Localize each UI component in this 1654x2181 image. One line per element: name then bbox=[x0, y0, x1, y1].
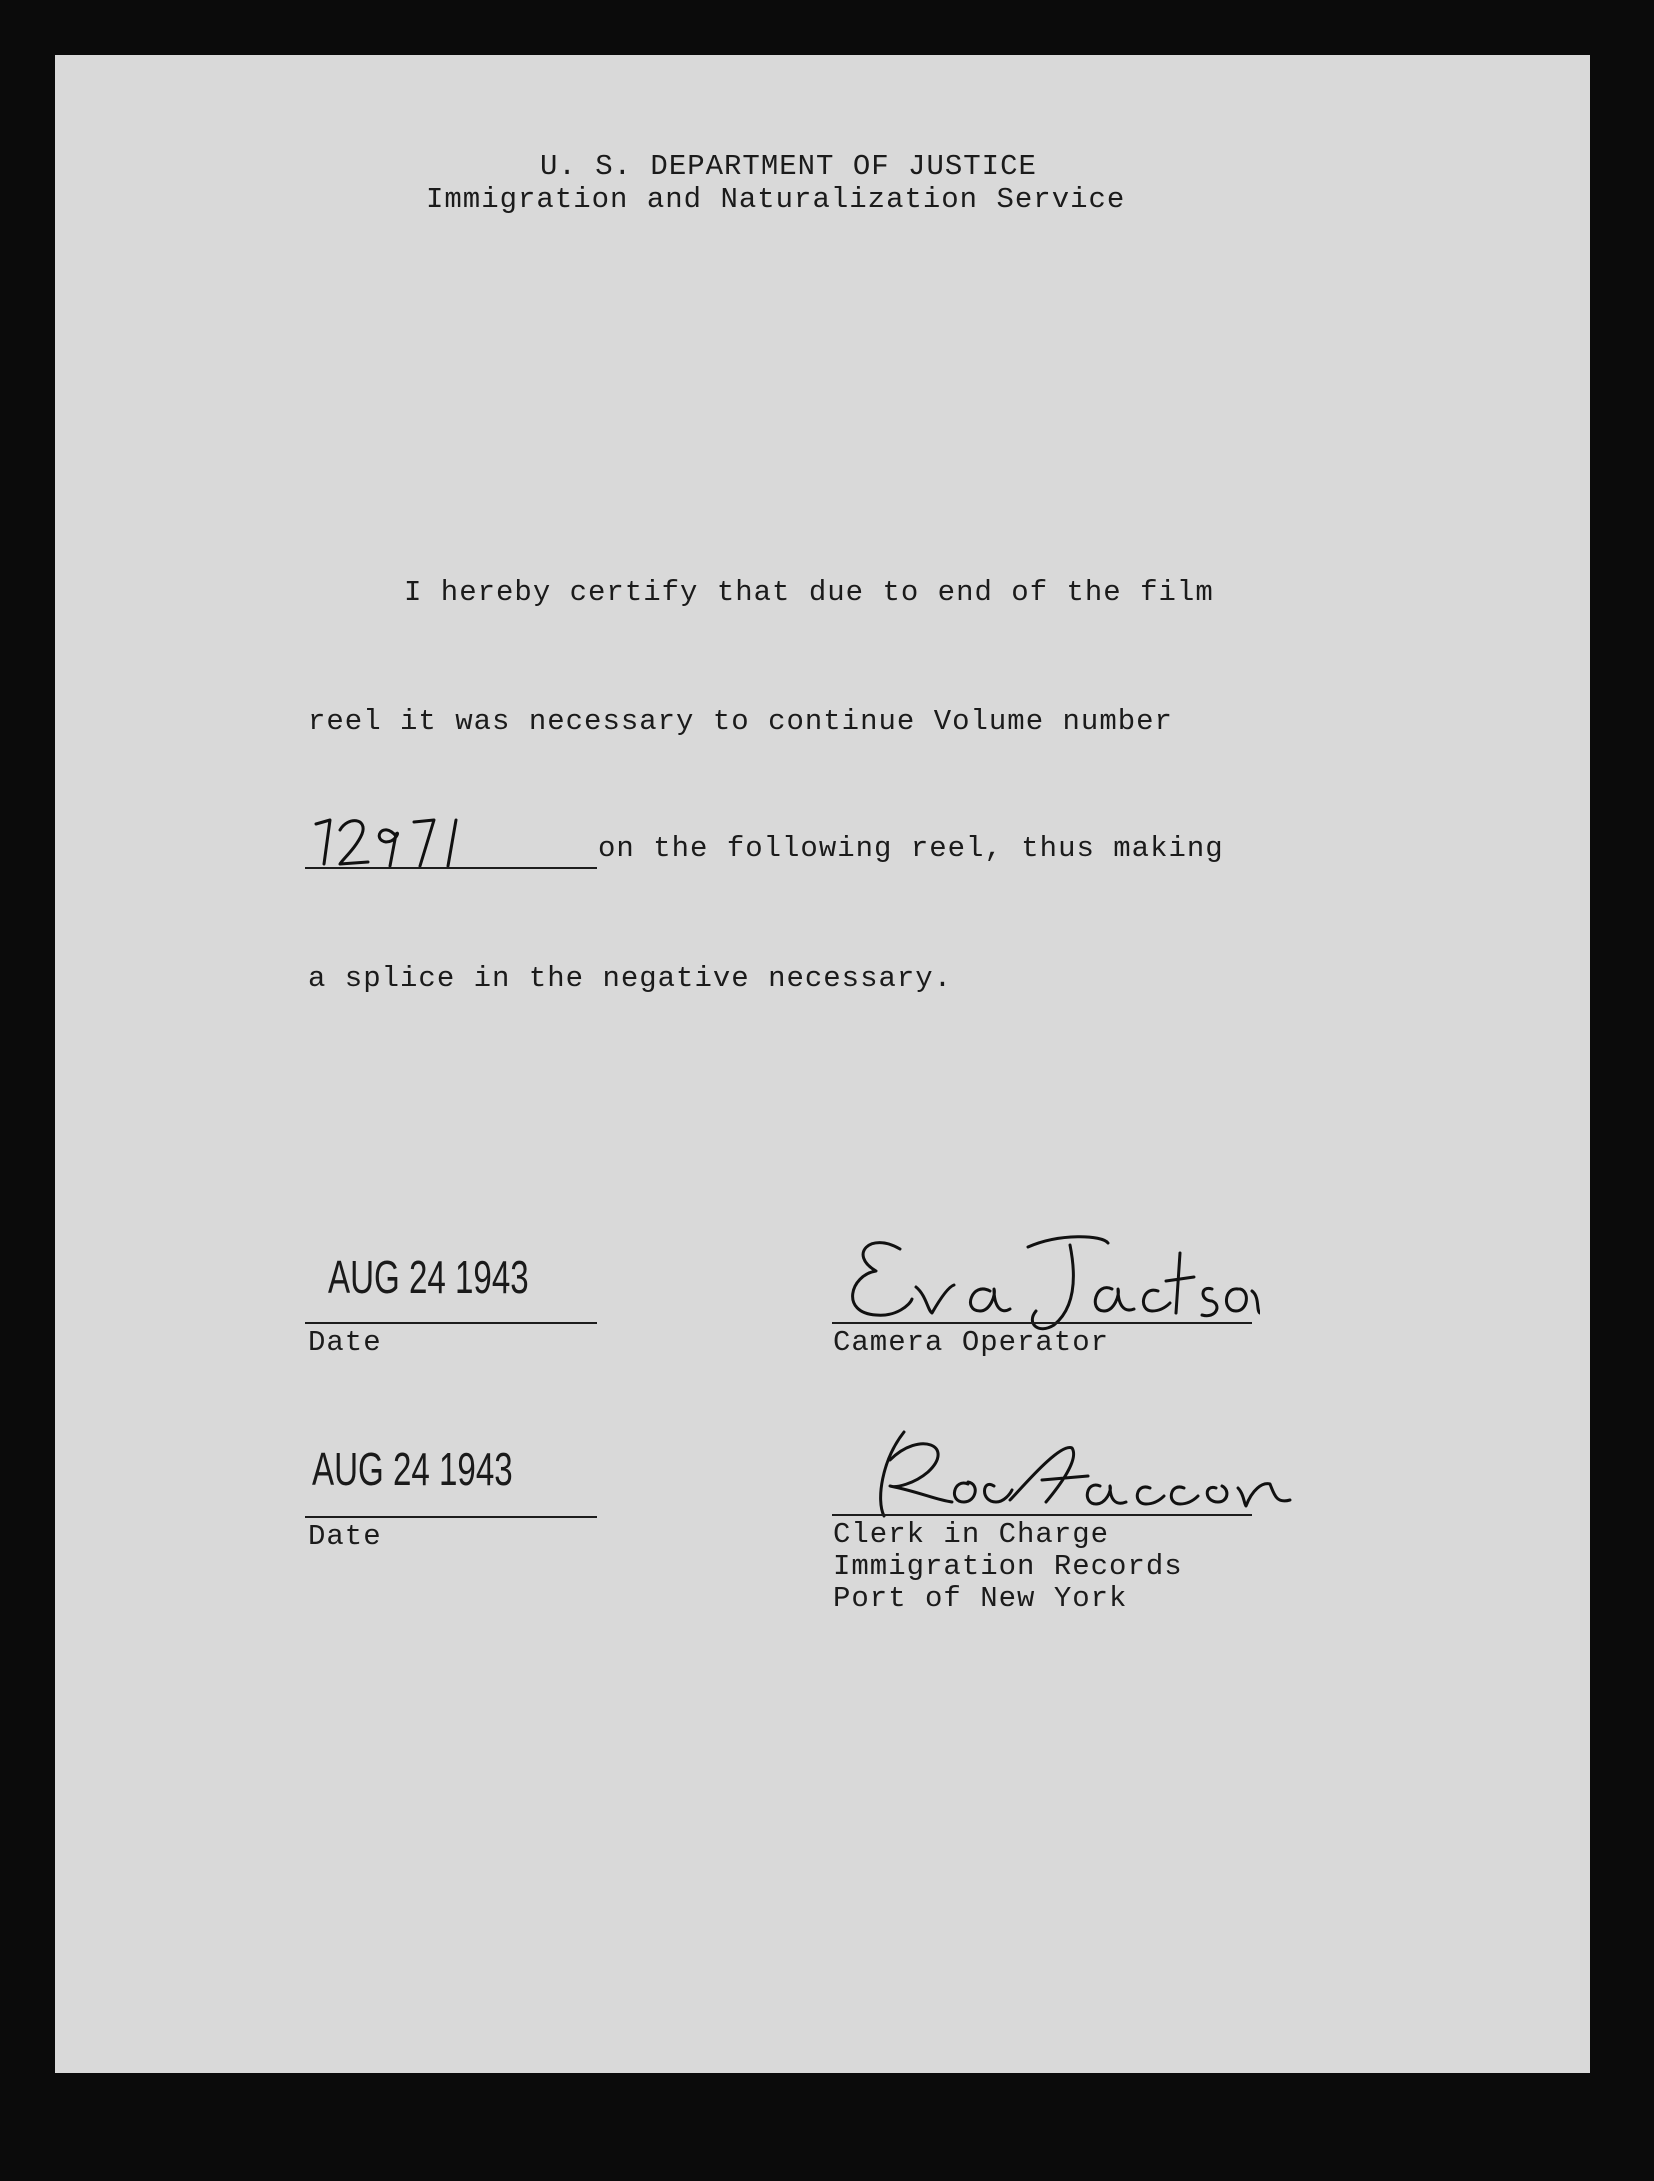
date-stamp-1: AUG 24 1943 bbox=[328, 1251, 529, 1303]
clerk-title-1: Clerk in Charge bbox=[833, 1518, 1110, 1551]
volume-number-underline bbox=[305, 867, 597, 869]
document-page bbox=[55, 55, 1590, 2073]
header-service: Immigration and Naturalization Service bbox=[426, 183, 1126, 216]
clerk-underline bbox=[832, 1514, 1252, 1516]
clerk-title-3: Port of New York bbox=[833, 1582, 1128, 1615]
body-line-2: reel it was necessary to continue Volume number bbox=[308, 705, 1173, 738]
header-department: U. S. DEPARTMENT OF JUSTICE bbox=[540, 150, 1037, 183]
date-1-label: Date bbox=[308, 1326, 382, 1359]
date-1-underline bbox=[305, 1322, 597, 1324]
camera-operator-underline bbox=[832, 1322, 1252, 1324]
body-line-4: a splice in the negative necessary. bbox=[308, 962, 953, 995]
date-stamp-2: AUG 24 1943 bbox=[312, 1443, 513, 1495]
body-line-1: I hereby certify that due to end of the film bbox=[404, 576, 1214, 609]
volume-number-handwritten bbox=[310, 810, 490, 870]
camera-operator-signature bbox=[840, 1225, 1260, 1335]
clerk-signature bbox=[860, 1420, 1300, 1525]
date-2-label: Date bbox=[308, 1520, 382, 1553]
clerk-title-2: Immigration Records bbox=[833, 1550, 1183, 1583]
date-2-underline bbox=[305, 1516, 597, 1518]
body-line-3: on the following reel, thus making bbox=[598, 832, 1224, 865]
camera-operator-label: Camera Operator bbox=[833, 1326, 1110, 1359]
